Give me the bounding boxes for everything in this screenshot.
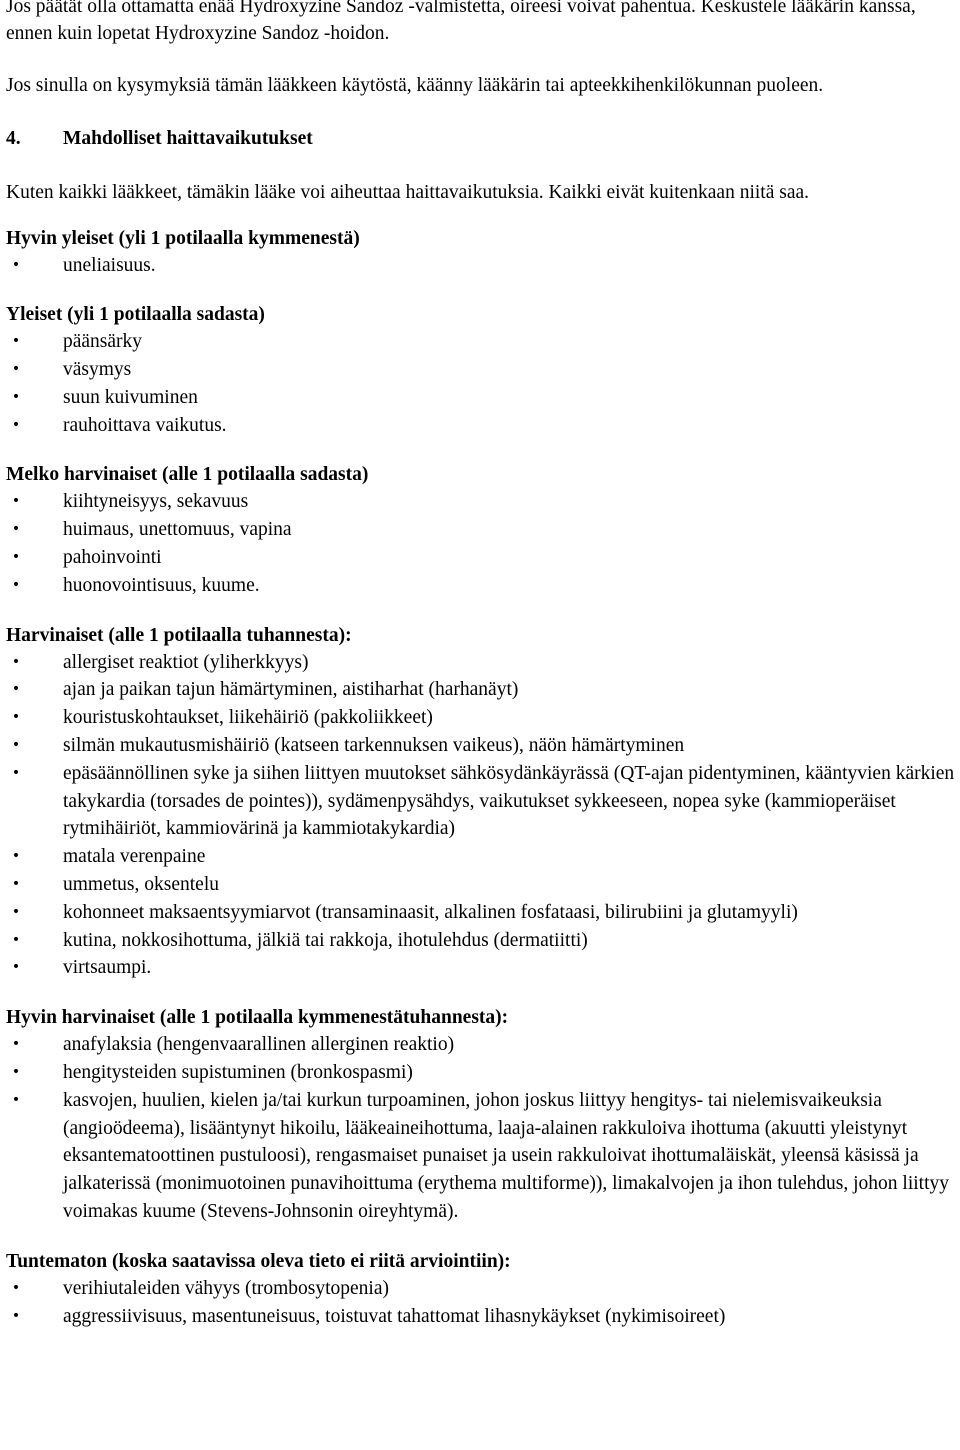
side-effect-list bbox=[6, 1275, 958, 1331]
list-item bbox=[6, 1275, 958, 1303]
list-item-text: ummetus, oksentelu bbox=[63, 874, 219, 896]
bullet-icon: • bbox=[11, 931, 21, 948]
bullet-icon: • bbox=[11, 416, 21, 433]
bullet-icon: • bbox=[11, 848, 21, 865]
list-item-text: uneliaisuus. bbox=[63, 254, 156, 276]
bullet-icon: • bbox=[11, 709, 21, 726]
list-item bbox=[6, 328, 958, 356]
bullet-icon: • bbox=[11, 1279, 21, 1296]
frequency-group-title: Hyvin yleiset (yli 1 potilaalla kymmenestä) bbox=[6, 227, 360, 249]
list-item bbox=[6, 927, 958, 955]
list-item-text: kasvojen, huulien, kielen ja/tai kurkun turpoaminen, johon joskus liittyy hengitys- tai nielemisvaikeuksia (angioödeema), lisääntynyt hikoilu, lääkeaineihottuma, laaja-alainen rakkuloiva ihottuma (akuutti yleistynyt eksantematoottinen pustuloosi), rengasmaiset punaiset ja usein rakkuloivat ihottumaläiskät, yleensä käsissä ja jalkaterissä (monimuotoinen punavihoittuma (erythema multiforme)), limakalvojen ja ihon tulehdus, johon liittyy voimakas kuume (Stevens-Johnsonin oireyhtymä). bbox=[63, 1089, 949, 1223]
side-effect-list bbox=[6, 328, 958, 439]
list-item-text: kiihtyneisyys, sekavuus bbox=[63, 491, 249, 513]
frequency-group-title: Hyvin harvinaiset (alle 1 potilaalla kymmenestätuhannesta): bbox=[6, 1007, 509, 1029]
list-item bbox=[6, 899, 958, 927]
list-item bbox=[6, 544, 958, 572]
list-item-text: rauhoittava vaikutus. bbox=[63, 414, 227, 436]
list-item bbox=[6, 760, 958, 843]
frequency-group-title: Melko harvinaiset (alle 1 potilaalla sadasta) bbox=[6, 464, 369, 486]
list-item-text: kutina, nokkosihottuma, jälkiä tai rakkoja, ihotulehdus (dermatiitti) bbox=[63, 929, 588, 951]
side-effect-groups bbox=[6, 225, 958, 1331]
bullet-icon: • bbox=[11, 876, 21, 893]
list-item-text: väsymys bbox=[63, 359, 132, 381]
paragraph: Jos päätät olla ottamatta enää Hydroxyzine Sandoz -valmistetta, oireesi voivat pahentua. Keskustele lääkärin kanssa, ennen kuin lopetat Hydroxyzine Sandoz -hoidon. bbox=[6, 0, 916, 44]
list-item-text: epäsäännöllinen syke ja siihen liittyen muutokset sähkösydänkäyrässä (QT-ajan pidentyminen, kääntyvien kärkien takykardia (torsades de pointes)), sydämenpysähdys, vaikutukset sykkeeseen, nopea syke (kammioperäiset rytmihäiriöt, kammiovärinä ja kammiotakykardia) bbox=[63, 762, 955, 840]
side-effect-list bbox=[6, 252, 958, 280]
list-item bbox=[6, 488, 958, 516]
list-item bbox=[6, 732, 958, 760]
list-item-text: huimaus, unettomuus, vapina bbox=[63, 519, 292, 541]
list-item bbox=[6, 843, 958, 871]
side-effect-list bbox=[6, 1031, 958, 1226]
list-item-text: hengitysteiden supistuminen (bronkospasmi) bbox=[63, 1062, 413, 1084]
bullet-icon: • bbox=[11, 764, 21, 781]
section-heading bbox=[6, 126, 958, 153]
list-item-text: päänsärky bbox=[63, 331, 143, 353]
list-item-text: kohonneet maksaentsyymiarvot (transaminaasit, alkalinen fosfataasi, bilirubiini ja glutamyyli) bbox=[63, 901, 798, 923]
list-item bbox=[6, 384, 958, 412]
list-item bbox=[6, 1031, 958, 1059]
bullet-icon: • bbox=[11, 388, 21, 405]
section-title: Mahdolliset haittavaikutukset bbox=[63, 127, 313, 149]
side-effect-list bbox=[6, 488, 958, 599]
list-item-text: kouristuskohtaukset, liikehäiriö (pakkoliikkeet) bbox=[63, 707, 433, 729]
bullet-icon: • bbox=[11, 333, 21, 350]
document-page bbox=[6, 0, 958, 1352]
list-item bbox=[6, 252, 958, 280]
list-item-text: matala verenpaine bbox=[63, 846, 206, 868]
bullet-icon: • bbox=[11, 1091, 21, 1108]
list-item-text: allergiset reaktiot (yliherkkyys) bbox=[63, 651, 309, 673]
list-item bbox=[6, 356, 958, 384]
paragraph: Jos sinulla on kysymyksiä tämän lääkkeen käytöstä, käänny lääkärin tai apteekkihenkilökunnan puoleen. bbox=[6, 75, 824, 96]
list-item-text: anafylaksia (hengenvaarallinen allerginen reaktio) bbox=[63, 1034, 455, 1056]
list-item bbox=[6, 649, 958, 677]
frequency-group-title: Yleiset (yli 1 potilaalla sadasta) bbox=[6, 304, 265, 326]
bullet-icon: • bbox=[11, 493, 21, 510]
bullet-icon: • bbox=[11, 521, 21, 538]
frequency-group-title: Tuntematon (koska saatavissa oleva tieto ei riitä arviointiin): bbox=[6, 1250, 511, 1272]
list-item bbox=[6, 1087, 958, 1226]
frequency-group-title: Harvinaiset (alle 1 potilaalla tuhannesta): bbox=[6, 624, 352, 646]
list-item-text: suun kuivuminen bbox=[63, 386, 198, 408]
list-item bbox=[6, 871, 958, 899]
section-intro: Kuten kaikki lääkkeet, tämäkin lääke voi aiheuttaa haittavaikutuksia. Kaikki eivät kuitenkaan niitä saa. bbox=[6, 182, 810, 203]
list-item-text: virtsaumpi. bbox=[63, 957, 152, 979]
list-item-text: silmän mukautusmishäiriö (katseen tarkennuksen vaikeus), näön hämärtyminen bbox=[63, 735, 685, 757]
bullet-icon: • bbox=[11, 1307, 21, 1324]
list-item bbox=[6, 572, 958, 600]
bullet-icon: • bbox=[11, 737, 21, 754]
bullet-icon: • bbox=[11, 653, 21, 670]
bullet-icon: • bbox=[11, 681, 21, 698]
bullet-icon: • bbox=[11, 959, 21, 976]
side-effect-list bbox=[6, 649, 958, 983]
list-item bbox=[6, 676, 958, 704]
list-item bbox=[6, 516, 958, 544]
list-item-text: verihiutaleiden vähyys (trombosytopenia) bbox=[63, 1277, 389, 1299]
bullet-icon: • bbox=[11, 1036, 21, 1053]
list-item bbox=[6, 954, 958, 982]
bullet-icon: • bbox=[11, 903, 21, 920]
bullet-icon: • bbox=[11, 1064, 21, 1081]
bullet-icon: • bbox=[11, 549, 21, 566]
list-item-text: huonovointisuus, kuume. bbox=[63, 574, 260, 596]
list-item bbox=[6, 704, 958, 732]
list-item-text: pahoinvointi bbox=[63, 547, 162, 569]
list-item bbox=[6, 1059, 958, 1087]
list-item-text: aggressiivisuus, masentuneisuus, toistuvat tahattomat lihasnykäykset (nykimisoireet) bbox=[63, 1305, 726, 1327]
bullet-icon: • bbox=[11, 256, 21, 273]
bullet-icon: • bbox=[11, 361, 21, 378]
list-item-text: ajan ja paikan tajun hämärtyminen, aistiharhat (harhanäyt) bbox=[63, 679, 519, 701]
list-item bbox=[6, 412, 958, 440]
section-number: 4. bbox=[6, 127, 21, 149]
list-item bbox=[6, 1303, 958, 1331]
bullet-icon: • bbox=[11, 576, 21, 593]
